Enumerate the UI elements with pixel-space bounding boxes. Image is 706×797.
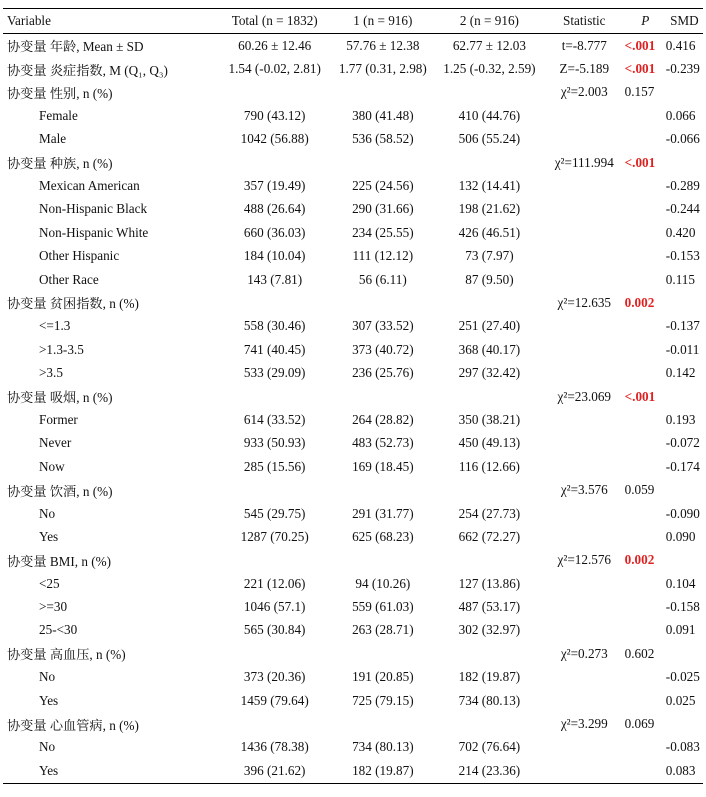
- cell-variable: 协变量 高血压, n (%): [7, 647, 126, 663]
- cell-group2: 214 (23.36): [434, 759, 545, 783]
- cell-statistic: χ²=111.994: [554, 154, 614, 170]
- table-row-level: [3, 315, 703, 338]
- table-row-level: [3, 245, 703, 268]
- cell-smd: -0.011: [665, 341, 700, 357]
- cell-total: [218, 549, 332, 572]
- cell-smd: 0.142: [665, 365, 696, 381]
- cell-smd: -0.174: [665, 458, 700, 474]
- cell-statistic: [545, 572, 624, 595]
- table-row-level: [3, 432, 703, 455]
- cell-group1: 734 (80.13): [352, 739, 414, 755]
- cell-smd: -0.244: [665, 201, 700, 217]
- cell-total: 184 (10.04): [243, 248, 306, 264]
- table-row-level: [3, 666, 703, 689]
- cell-group2: 87 (9.50): [465, 271, 514, 287]
- table-row-level: [3, 221, 703, 244]
- header-smd: SMD: [666, 9, 703, 34]
- cell-statistic: χ²=23.069: [557, 388, 612, 404]
- cell-group2: 426 (46.51): [458, 224, 521, 240]
- cell-group2: [434, 549, 545, 572]
- cell-group1: 225 (24.56): [352, 178, 414, 194]
- cell-variable: <=1.3: [39, 318, 71, 334]
- cell-smd: -0.289: [665, 178, 700, 194]
- cell-group1: [332, 478, 434, 501]
- cell-smd: -0.066: [665, 131, 700, 147]
- cell-p-value: [624, 361, 666, 384]
- cell-total: 396 (21.62): [218, 759, 332, 783]
- table-row-variable: [3, 151, 703, 174]
- cell-total: [218, 478, 332, 501]
- cell-total: [218, 712, 332, 735]
- cell-statistic: χ²=3.299: [560, 716, 608, 732]
- cell-variable: 25-<30: [39, 622, 78, 638]
- cell-smd: -0.072: [665, 435, 700, 451]
- cell-statistic: Z=-5.189: [559, 61, 610, 77]
- cell-variable: >1.3-3.5: [39, 341, 84, 357]
- cell-group1: [332, 549, 434, 572]
- cell-p-value: [624, 408, 666, 431]
- cell-total: 1.54 (-0.02, 2.81): [228, 61, 321, 77]
- cell-statistic: [545, 221, 624, 244]
- cell-variable: >=30: [39, 599, 68, 615]
- cell-group1: 234 (25.55): [352, 224, 414, 240]
- cell-smd: 0.091: [665, 622, 696, 638]
- cell-total: 1459 (79.64): [240, 692, 309, 708]
- cell-statistic: [545, 408, 624, 431]
- cell-smd: -0.239: [665, 61, 700, 77]
- cell-statistic: χ²=12.576: [557, 552, 612, 568]
- cell-variable: 协变量 心血管病, n (%): [7, 717, 139, 733]
- cell-group2: 297 (32.42): [458, 365, 521, 381]
- baseline-characteristics-table: [3, 8, 703, 784]
- cell-p-value: [624, 666, 666, 689]
- cell-group2: 182 (19.87): [458, 669, 521, 685]
- cell-total: 933 (50.93): [243, 435, 306, 451]
- cell-group1: 307 (33.52): [352, 318, 414, 334]
- cell-variable: 协变量 种族, n (%): [7, 156, 113, 172]
- cell-group2: 450 (49.13): [458, 435, 521, 451]
- cell-group1: [332, 385, 434, 408]
- cell-total: 373 (20.36): [243, 669, 306, 685]
- cell-group1: 559 (61.03): [352, 599, 414, 615]
- table-row-variable: [3, 478, 703, 501]
- cell-p-value: [624, 595, 666, 618]
- cell-group1: 264 (28.82): [352, 411, 414, 427]
- cell-statistic: [545, 432, 624, 455]
- cell-group1: 725 (79.15): [352, 692, 414, 708]
- cell-variable: 协变量 BMI, n (%): [7, 553, 112, 569]
- cell-variable: No: [39, 669, 56, 685]
- cell-variable: Yes: [3, 759, 218, 783]
- cell-total: 565 (30.84): [243, 622, 306, 638]
- table-row-level: [3, 619, 703, 642]
- cell-statistic: [545, 315, 624, 338]
- table-row-level: [3, 455, 703, 478]
- table-body: [3, 34, 703, 784]
- cell-group2: 350 (38.21): [458, 411, 521, 427]
- cell-total: 1287 (70.25): [240, 528, 309, 544]
- cell-statistic: χ²=0.273: [560, 645, 608, 661]
- cell-group2: 368 (40.17): [458, 341, 521, 357]
- table-row-level: [3, 759, 703, 783]
- cell-variable: 协变量 饮酒, n (%): [7, 483, 113, 499]
- cell-statistic: [545, 595, 624, 618]
- cell-variable: Never: [39, 435, 72, 451]
- table-row-level: [3, 174, 703, 197]
- table-row-variable: [3, 291, 703, 314]
- cell-group1: 1.77 (0.31, 2.98): [338, 61, 427, 77]
- cell-statistic: [545, 619, 624, 642]
- cell-statistic: χ²=2.003: [560, 84, 608, 100]
- cell-smd: [666, 712, 703, 735]
- cell-statistic: [545, 361, 624, 384]
- cell-group2: 132 (14.41): [458, 178, 521, 194]
- cell-total: 660 (36.03): [243, 224, 306, 240]
- cell-smd: 0.104: [665, 575, 696, 591]
- cell-smd: -0.137: [665, 318, 700, 334]
- cell-variable: 协变量 年龄, Mean ± SD: [7, 39, 144, 55]
- table-row-level: [3, 361, 703, 384]
- cell-smd: [666, 291, 703, 314]
- table-row-level: [3, 104, 703, 127]
- cell-variable: Former: [39, 411, 78, 427]
- cell-statistic: [545, 666, 624, 689]
- cell-p-value: [624, 104, 666, 127]
- cell-group2: 251 (27.40): [458, 318, 521, 334]
- cell-smd: -0.153: [665, 248, 700, 264]
- cell-group2: 116 (12.66): [458, 458, 520, 474]
- cell-group1: 94 (10.26): [355, 575, 411, 591]
- cell-p-value: 0.602: [624, 645, 655, 661]
- cell-group2: [434, 385, 545, 408]
- cell-smd: -0.083: [665, 739, 700, 755]
- cell-group2: 662 (72.27): [458, 528, 521, 544]
- cell-p-value: [624, 455, 666, 478]
- table-row-level: [3, 502, 703, 525]
- cell-variable: Other Race: [39, 271, 99, 287]
- cell-p-value: [624, 221, 666, 244]
- cell-p-value: [624, 245, 666, 268]
- cell-p-value: [624, 689, 666, 712]
- cell-group1: 236 (25.76): [352, 365, 414, 381]
- cell-variable: Now: [39, 458, 65, 474]
- table-row-level: [3, 736, 703, 759]
- table-row-level: [3, 338, 703, 361]
- cell-p-value: [624, 502, 666, 525]
- header-statistic: Statistic: [545, 9, 624, 34]
- table-row-variable: [3, 549, 703, 572]
- table-row-variable: [3, 34, 703, 58]
- cell-group1: 263 (28.71): [352, 622, 414, 638]
- cell-smd: [666, 81, 703, 104]
- cell-total: [218, 642, 332, 665]
- cell-variable: Non-Hispanic Black: [39, 201, 148, 217]
- header-variable: Variable: [3, 9, 218, 34]
- cell-smd: [666, 478, 703, 501]
- cell-total: 533 (29.09): [243, 365, 306, 381]
- cell-p-value: 0.059: [624, 482, 655, 498]
- cell-total: 790 (43.12): [243, 107, 306, 123]
- cell-group2: 127 (13.86): [458, 575, 521, 591]
- cell-total: 545 (29.75): [243, 505, 306, 521]
- cell-group2: [434, 81, 545, 104]
- cell-statistic: [545, 174, 624, 197]
- cell-variable: Female: [39, 107, 78, 123]
- cell-p-value: <.001: [624, 37, 656, 53]
- table-row-variable: [3, 57, 703, 80]
- cell-group2: 506 (55.24): [458, 131, 521, 147]
- cell-variable: Non-Hispanic White: [39, 224, 149, 240]
- cell-group2: [434, 712, 545, 735]
- cell-statistic: t=-8.777: [561, 37, 607, 53]
- cell-group1: [332, 712, 434, 735]
- cell-statistic: [545, 759, 624, 783]
- cell-group1: 191 (20.85): [352, 669, 414, 685]
- cell-p-value: <.001: [624, 61, 656, 77]
- cell-group1: 111 (12.12): [352, 248, 414, 264]
- table-row-level: [3, 198, 703, 221]
- cell-smd: 0.066: [665, 107, 696, 123]
- cell-group1: [332, 81, 434, 104]
- cell-variable: <25: [39, 575, 60, 591]
- cell-p-value: [624, 174, 666, 197]
- cell-statistic: [545, 198, 624, 221]
- cell-group2: 302 (32.97): [458, 622, 521, 638]
- table-row-level: [3, 268, 703, 291]
- cell-smd: 0.420: [665, 224, 696, 240]
- cell-group1: 290 (31.66): [352, 201, 414, 217]
- cell-group2: [434, 291, 545, 314]
- cell-group1: 380 (41.48): [352, 107, 414, 123]
- cell-total: 1046 (57.1): [243, 599, 306, 615]
- header-row: [3, 9, 703, 34]
- cell-statistic: [545, 502, 624, 525]
- cell-smd: 0.025: [665, 692, 696, 708]
- cell-group2: [434, 478, 545, 501]
- table-row-level: [3, 595, 703, 618]
- header-total: Total (n = 1832): [218, 9, 332, 34]
- cell-total: [218, 151, 332, 174]
- cell-smd: [666, 642, 703, 665]
- cell-group1: 373 (40.72): [352, 341, 414, 357]
- cell-group1: [332, 151, 434, 174]
- cell-p-value: 0.002: [624, 294, 655, 310]
- cell-variable: 协变量 贫困指数, n (%): [7, 296, 139, 312]
- cell-total: [218, 291, 332, 314]
- cell-p-value: [624, 736, 666, 759]
- table-row-variable: [3, 712, 703, 735]
- cell-group2: 702 (76.64): [458, 739, 521, 755]
- cell-p-value: [624, 619, 666, 642]
- cell-group2: 1.25 (-0.32, 2.59): [443, 61, 536, 77]
- cell-smd: 0.090: [665, 528, 696, 544]
- cell-total: 741 (40.45): [243, 341, 306, 357]
- cell-group1: 57.76 ± 12.38: [346, 37, 420, 53]
- cell-total: 221 (12.06): [243, 575, 306, 591]
- cell-smd: 0.115: [665, 271, 695, 287]
- cell-group1: 625 (68.23): [352, 528, 414, 544]
- header-group2: 2 (n = 916): [434, 9, 545, 34]
- cell-total: 614 (33.52): [243, 411, 306, 427]
- cell-p-value: [624, 128, 666, 151]
- cell-total: 143 (7.81): [247, 271, 303, 287]
- table-row-level: [3, 572, 703, 595]
- cell-total: 285 (15.56): [243, 458, 306, 474]
- table-row-level: [3, 128, 703, 151]
- cell-variable: Yes: [39, 528, 59, 544]
- cell-p-value: <.001: [624, 388, 656, 404]
- cell-smd: 0.193: [665, 411, 696, 427]
- cell-p-value: [624, 268, 666, 291]
- cell-group2: 734 (80.13): [458, 692, 521, 708]
- cell-p-value: [624, 759, 666, 783]
- cell-group1: [332, 291, 434, 314]
- cell-statistic: [545, 455, 624, 478]
- table-header: [3, 9, 703, 34]
- table-row-variable: [3, 81, 703, 104]
- cell-statistic: [545, 268, 624, 291]
- cell-total: 60.26 ± 12.46: [238, 37, 312, 53]
- cell-group2: 73 (7.97): [465, 248, 514, 264]
- cell-smd: -0.090: [665, 505, 700, 521]
- cell-statistic: [545, 104, 624, 127]
- cell-p-value: 0.002: [624, 552, 655, 568]
- cell-variable: 协变量 炎症指数, M (Q₁, Q₃): [7, 62, 168, 78]
- cell-variable: No: [39, 505, 56, 521]
- cell-variable: 协变量 性别, n (%): [7, 85, 113, 101]
- header-group1: 1 (n = 916): [332, 9, 434, 34]
- cell-smd: -0.025: [665, 669, 700, 685]
- cell-statistic: [545, 689, 624, 712]
- cell-variable: 协变量 吸烟, n (%): [7, 390, 113, 406]
- cell-total: 488 (26.64): [243, 201, 306, 217]
- cell-variable: Yes: [39, 692, 59, 708]
- cell-p-value: [624, 572, 666, 595]
- table-row-variable: [3, 642, 703, 665]
- header-p: P: [624, 9, 666, 34]
- cell-variable: Mexican American: [39, 178, 140, 194]
- table-row-variable: [3, 385, 703, 408]
- cell-p-value: [624, 432, 666, 455]
- cell-group1: 169 (18.45): [352, 458, 414, 474]
- cell-group2: 254 (27.73): [458, 505, 521, 521]
- cell-p-value: 0.157: [624, 84, 655, 100]
- cell-smd: 0.083: [666, 759, 703, 783]
- cell-total: [218, 81, 332, 104]
- cell-smd: [666, 385, 703, 408]
- cell-statistic: [545, 736, 624, 759]
- cell-statistic: χ²=12.635: [557, 294, 612, 310]
- cell-group1: 291 (31.77): [352, 505, 414, 521]
- cell-p-value: [624, 525, 666, 548]
- cell-p-value: [624, 338, 666, 361]
- cell-smd: [666, 549, 703, 572]
- cell-smd: [666, 151, 703, 174]
- table-row-level: [3, 525, 703, 548]
- table-row-level: [3, 408, 703, 431]
- table-row-level: [3, 689, 703, 712]
- cell-group2: 410 (44.76): [458, 107, 521, 123]
- cell-p-value: 0.069: [624, 716, 655, 732]
- cell-statistic: [545, 245, 624, 268]
- cell-group1: [332, 642, 434, 665]
- cell-statistic: χ²=3.576: [560, 482, 608, 498]
- cell-group2: 198 (21.62): [458, 201, 521, 217]
- cell-statistic: [545, 128, 624, 151]
- cell-group2: 62.77 ± 12.03: [452, 37, 526, 53]
- cell-smd: -0.158: [665, 599, 700, 615]
- cell-variable: Other Hispanic: [39, 248, 120, 264]
- cell-total: 558 (30.46): [243, 318, 306, 334]
- cell-p-value: [624, 315, 666, 338]
- cell-statistic: [545, 525, 624, 548]
- cell-variable: >3.5: [39, 365, 63, 381]
- cell-group2: [434, 642, 545, 665]
- cell-group1: 56 (6.11): [358, 271, 407, 287]
- cell-group1: 536 (58.52): [352, 131, 414, 147]
- cell-smd: 0.416: [665, 37, 696, 53]
- cell-p-value: <.001: [624, 154, 656, 170]
- cell-total: 1042 (56.88): [240, 131, 309, 147]
- cell-total: 1436 (78.38): [240, 739, 309, 755]
- cell-group1: 483 (52.73): [352, 435, 414, 451]
- cell-group1: 182 (19.87): [332, 759, 434, 783]
- cell-group2: 487 (53.17): [458, 599, 521, 615]
- cell-variable: Male: [39, 131, 67, 147]
- cell-p-value: [624, 198, 666, 221]
- cell-statistic: [545, 338, 624, 361]
- cell-total: 357 (19.49): [243, 178, 306, 194]
- cell-variable: No: [39, 739, 56, 755]
- cell-group2: [434, 151, 545, 174]
- cell-total: [218, 385, 332, 408]
